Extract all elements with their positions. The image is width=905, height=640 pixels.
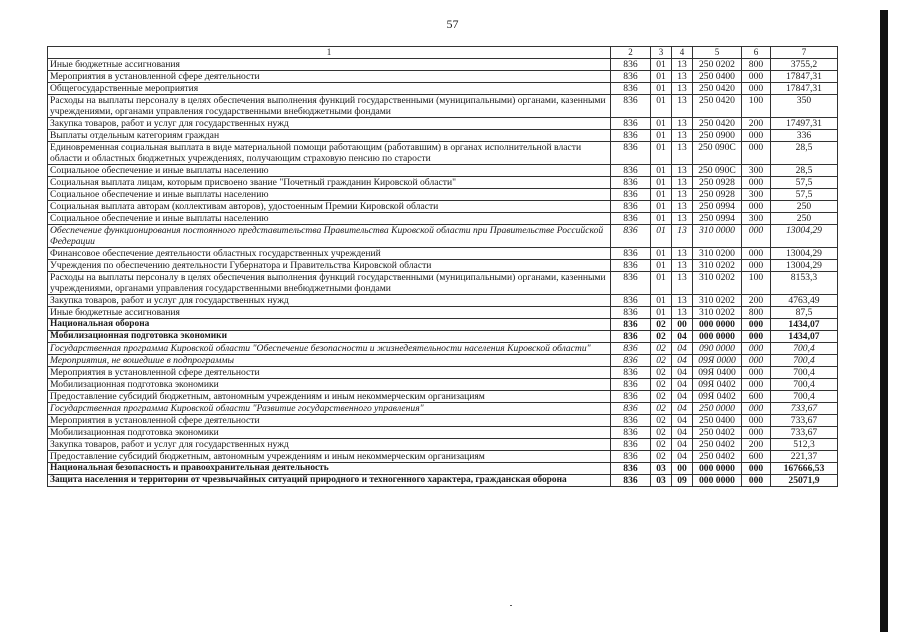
table-row [48,260,838,272]
subsection-code-cell: 13 [672,118,693,130]
subsection-code-cell: 04 [672,379,693,391]
section-code-cell: 01 [651,225,672,248]
section-code-cell: 01 [651,165,672,177]
row-name-cell: Государственная программа Кировской области "Обеспечение безопасности и жизнедеятельности населения Кировской области" [48,343,611,355]
amount-cell: 13004,29 [771,225,838,248]
section-code-cell: 01 [651,248,672,260]
amount-cell: 167666,53 [771,463,838,475]
row-name-cell: Расходы на выплаты персоналу в целях обеспечения выполнения функций государственными (муниципальными) органами, казенными учреждениями, органами управления государственными внебюджетными фондами [48,272,611,295]
admin-code-cell: 836 [611,475,651,487]
amount-cell: 17847,31 [771,71,838,83]
expense-type-cell: 300 [742,213,771,225]
admin-code-cell: 836 [611,142,651,165]
section-code-cell: 01 [651,59,672,71]
table-row [48,130,838,142]
row-name-cell: Мобилизационная подготовка экономики [48,331,611,343]
table-row [48,475,838,487]
admin-code-cell: 836 [611,355,651,367]
target-article-cell: 09Я 0000 [693,355,742,367]
target-article-cell: 250 0928 [693,177,742,189]
row-name-cell: Закупка товаров, работ и услуг для государственных нужд [48,439,611,451]
section-code-cell: 01 [651,307,672,319]
expense-type-cell: 000 [742,331,771,343]
budget-table [47,46,838,487]
expense-type-cell: 200 [742,118,771,130]
amount-cell: 250 [771,201,838,213]
expense-type-cell: 100 [742,272,771,295]
subsection-code-cell: 04 [672,355,693,367]
subsection-code-cell: 04 [672,439,693,451]
section-code-cell: 01 [651,189,672,201]
admin-code-cell: 836 [611,295,651,307]
row-name-cell: Иные бюджетные ассигнования [48,307,611,319]
target-article-cell: 000 0000 [693,319,742,331]
target-article-cell: 250 0402 [693,451,742,463]
table-row [48,379,838,391]
table-row [48,367,838,379]
row-name-cell: Закупка товаров, работ и услуг для государственных нужд [48,295,611,307]
target-article-cell: 250 0000 [693,403,742,415]
admin-code-cell: 836 [611,95,651,118]
subsection-code-cell: 09 [672,475,693,487]
amount-cell: 512,3 [771,439,838,451]
row-name-cell: Иные бюджетные ассигнования [48,59,611,71]
section-code-cell: 02 [651,355,672,367]
row-name-cell: Социальное обеспечение и иные выплаты населению [48,213,611,225]
subsection-code-cell: 13 [672,71,693,83]
table-row [48,319,838,331]
table-row [48,439,838,451]
section-code-cell: 01 [651,83,672,95]
admin-code-cell: 836 [611,59,651,71]
section-code-cell: 01 [651,118,672,130]
admin-code-cell: 836 [611,415,651,427]
admin-code-cell: 836 [611,451,651,463]
subsection-code-cell: 04 [672,427,693,439]
row-name-cell: Предоставление субсидий бюджетным, автономным учреждениям и иным некоммерческим организациям [48,391,611,403]
admin-code-cell: 836 [611,391,651,403]
amount-cell: 733,67 [771,415,838,427]
table-row [48,355,838,367]
table-row [48,272,838,295]
subsection-code-cell: 00 [672,463,693,475]
amount-cell: 700,4 [771,355,838,367]
section-code-cell: 02 [651,319,672,331]
section-code-cell: 02 [651,415,672,427]
amount-cell: 733,67 [771,403,838,415]
subsection-code-cell: 13 [672,260,693,272]
table-row [48,307,838,319]
subsection-code-cell: 13 [672,189,693,201]
section-code-cell: 01 [651,213,672,225]
table-row [48,463,838,475]
expense-type-cell: 000 [742,71,771,83]
row-name-cell: Мероприятия в установленной сфере деятельности [48,415,611,427]
admin-code-cell: 836 [611,331,651,343]
admin-code-cell: 836 [611,439,651,451]
row-name-cell: Национальная безопасность и правоохранительная деятельность [48,463,611,475]
section-code-cell: 02 [651,439,672,451]
row-name-cell: Государственная программа Кировской области "Развитие государственного управления" [48,403,611,415]
target-article-cell: 310 0202 [693,295,742,307]
expense-type-cell: 000 [742,248,771,260]
admin-code-cell: 836 [611,260,651,272]
table-row [48,451,838,463]
amount-cell: 700,4 [771,367,838,379]
admin-code-cell: 836 [611,213,651,225]
admin-code-cell: 836 [611,248,651,260]
header-row [48,47,838,59]
section-code-cell: 02 [651,403,672,415]
admin-code-cell: 836 [611,118,651,130]
target-article-cell: 310 0202 [693,260,742,272]
section-code-cell: 02 [651,379,672,391]
subsection-code-cell: 13 [672,213,693,225]
section-code-cell: 01 [651,95,672,118]
target-article-cell: 310 0200 [693,248,742,260]
target-article-cell: 250 0420 [693,95,742,118]
subsection-code-cell: 13 [672,307,693,319]
row-name-cell: Финансовое обеспечение деятельности областных государственных учреждений [48,248,611,260]
table-row [48,142,838,165]
expense-type-cell: 800 [742,59,771,71]
header-cell: 4 [672,47,693,59]
expense-type-cell: 000 [742,475,771,487]
amount-cell: 700,4 [771,379,838,391]
table-row [48,248,838,260]
scan-edge-bar [880,10,888,632]
subsection-code-cell: 04 [672,367,693,379]
target-article-cell: 09Я 0402 [693,391,742,403]
target-article-cell: 000 0000 [693,463,742,475]
amount-cell: 700,4 [771,391,838,403]
target-article-cell: 250 0400 [693,71,742,83]
section-code-cell: 03 [651,463,672,475]
target-article-cell: 250 0402 [693,439,742,451]
section-code-cell: 02 [651,427,672,439]
section-code-cell: 02 [651,331,672,343]
section-code-cell: 01 [651,201,672,213]
table-row [48,331,838,343]
target-article-cell: 310 0202 [693,307,742,319]
expense-type-cell: 000 [742,83,771,95]
table-row [48,189,838,201]
subsection-code-cell: 13 [672,130,693,142]
table-row [48,403,838,415]
amount-cell: 8153,3 [771,272,838,295]
row-name-cell: Обеспечение функционирования постоянного представительства Правительства Кировской области при Правительстве Российской Федерации [48,225,611,248]
target-article-cell: 000 0000 [693,475,742,487]
subsection-code-cell: 13 [672,225,693,248]
admin-code-cell: 836 [611,177,651,189]
row-name-cell: Социальная выплата авторам (коллективам авторов), удостоенным Премии Кировской области [48,201,611,213]
target-article-cell: 250 0420 [693,118,742,130]
admin-code-cell: 836 [611,367,651,379]
amount-cell: 28,5 [771,165,838,177]
expense-type-cell: 000 [742,427,771,439]
amount-cell: 700,4 [771,343,838,355]
amount-cell: 4763,49 [771,295,838,307]
subsection-code-cell: 13 [672,83,693,95]
subsection-code-cell: 13 [672,165,693,177]
target-article-cell: 250 0928 [693,189,742,201]
subsection-code-cell: 13 [672,248,693,260]
row-name-cell: Социальное обеспечение и иные выплаты населению [48,165,611,177]
amount-cell: 87,5 [771,307,838,319]
admin-code-cell: 836 [611,343,651,355]
target-article-cell: 250 0402 [693,427,742,439]
admin-code-cell: 836 [611,427,651,439]
expense-type-cell: 800 [742,307,771,319]
section-code-cell: 01 [651,177,672,189]
target-article-cell: 250 0994 [693,201,742,213]
subsection-code-cell: 13 [672,272,693,295]
scan-speck [510,605,512,606]
row-name-cell: Закупка товаров, работ и услуг для государственных нужд [48,118,611,130]
expense-type-cell: 000 [742,177,771,189]
subsection-code-cell: 04 [672,331,693,343]
target-article-cell: 250 0900 [693,130,742,142]
subsection-code-cell: 04 [672,403,693,415]
header-cell: 5 [693,47,742,59]
header-cell: 3 [651,47,672,59]
admin-code-cell: 836 [611,225,651,248]
row-name-cell: Расходы на выплаты персоналу в целях обеспечения выполнения функций государственными (муниципальными) органами, казенными учреждениями, органами управления государственными внебюджетными фондами [48,95,611,118]
row-name-cell: Общегосударственные мероприятия [48,83,611,95]
expense-type-cell: 000 [742,319,771,331]
row-name-cell: Социальная выплата лицам, которым присвоено звание "Почетный гражданин Кировской области" [48,177,611,189]
target-article-cell: 250 090С [693,142,742,165]
expense-type-cell: 600 [742,391,771,403]
expense-type-cell: 000 [742,403,771,415]
expense-type-cell: 000 [742,142,771,165]
section-code-cell: 01 [651,130,672,142]
target-article-cell: 09Я 0400 [693,367,742,379]
header-cell: 1 [48,47,611,59]
amount-cell: 57,5 [771,189,838,201]
expense-type-cell: 000 [742,343,771,355]
subsection-code-cell: 13 [672,201,693,213]
table-row [48,177,838,189]
target-article-cell: 310 0000 [693,225,742,248]
table-row [48,391,838,403]
target-article-cell: 250 0420 [693,83,742,95]
row-name-cell: Защита населения и территории от чрезвычайных ситуаций природного и техногенного характера, гражданская оборона [48,475,611,487]
section-code-cell: 01 [651,295,672,307]
section-code-cell: 01 [651,272,672,295]
target-article-cell: 250 0202 [693,59,742,71]
subsection-code-cell: 04 [672,451,693,463]
section-code-cell: 02 [651,391,672,403]
row-name-cell: Выплаты отдельным категориям граждан [48,130,611,142]
table-row [48,118,838,130]
table-row [48,427,838,439]
admin-code-cell: 836 [611,403,651,415]
expense-type-cell: 600 [742,451,771,463]
amount-cell: 250 [771,213,838,225]
expense-type-cell: 000 [742,379,771,391]
amount-cell: 733,67 [771,427,838,439]
header-cell: 6 [742,47,771,59]
subsection-code-cell: 13 [672,142,693,165]
table-row [48,83,838,95]
expense-type-cell: 000 [742,415,771,427]
target-article-cell: 090 0000 [693,343,742,355]
row-name-cell: Мероприятия в установленной сфере деятельности [48,71,611,83]
page-number: 57 [446,17,459,31]
header-cell: 7 [771,47,838,59]
amount-cell: 1434,07 [771,319,838,331]
table-row [48,201,838,213]
admin-code-cell: 836 [611,319,651,331]
subsection-code-cell: 00 [672,319,693,331]
subsection-code-cell: 13 [672,295,693,307]
amount-cell: 336 [771,130,838,142]
target-article-cell: 310 0202 [693,272,742,295]
section-code-cell: 02 [651,367,672,379]
amount-cell: 13004,29 [771,260,838,272]
target-article-cell: 250 0400 [693,415,742,427]
subsection-code-cell: 13 [672,95,693,118]
target-article-cell: 000 0000 [693,331,742,343]
row-name-cell: Единовременная социальная выплата в виде материальной помощи работающим (работавшим) в органах исполнительной власти области и областных бюджетных учреждениях, получающим страховую пенсию по старости [48,142,611,165]
amount-cell: 57,5 [771,177,838,189]
expense-type-cell: 100 [742,95,771,118]
section-code-cell: 01 [651,142,672,165]
amount-cell: 221,37 [771,451,838,463]
admin-code-cell: 836 [611,71,651,83]
target-article-cell: 250 0994 [693,213,742,225]
subsection-code-cell: 04 [672,391,693,403]
amount-cell: 13004,29 [771,248,838,260]
row-name-cell: Мероприятия в установленной сфере деятельности [48,367,611,379]
expense-type-cell: 000 [742,225,771,248]
admin-code-cell: 836 [611,379,651,391]
row-name-cell: Предоставление субсидий бюджетным, автономным учреждениям и иным некоммерческим организациям [48,451,611,463]
section-code-cell: 02 [651,451,672,463]
admin-code-cell: 836 [611,83,651,95]
admin-code-cell: 836 [611,130,651,142]
admin-code-cell: 836 [611,307,651,319]
amount-cell: 17847,31 [771,83,838,95]
expense-type-cell: 000 [742,260,771,272]
section-code-cell: 03 [651,475,672,487]
table-row [48,165,838,177]
table-row [48,213,838,225]
subsection-code-cell: 04 [672,343,693,355]
amount-cell: 3755,2 [771,59,838,71]
subsection-code-cell: 13 [672,59,693,71]
admin-code-cell: 836 [611,189,651,201]
expense-type-cell: 300 [742,189,771,201]
admin-code-cell: 836 [611,272,651,295]
row-name-cell: Мобилизационная подготовка экономики [48,379,611,391]
amount-cell: 17497,31 [771,118,838,130]
section-code-cell: 01 [651,71,672,83]
table-row [48,225,838,248]
expense-type-cell: 000 [742,367,771,379]
amount-cell: 1434,07 [771,331,838,343]
row-name-cell: Учреждения по обеспечению деятельности Губернатора и Правительства Кировской области [48,260,611,272]
subsection-code-cell: 13 [672,177,693,189]
amount-cell: 28,5 [771,142,838,165]
row-name-cell: Мобилизационная подготовка экономики [48,427,611,439]
section-code-cell: 02 [651,343,672,355]
expense-type-cell: 200 [742,295,771,307]
admin-code-cell: 836 [611,165,651,177]
amount-cell: 25071,9 [771,475,838,487]
subsection-code-cell: 04 [672,415,693,427]
table-row [48,59,838,71]
target-article-cell: 250 090С [693,165,742,177]
expense-type-cell: 000 [742,201,771,213]
table-row [48,95,838,118]
table-row [48,295,838,307]
row-name-cell: Национальная оборона [48,319,611,331]
expense-type-cell: 200 [742,439,771,451]
table-row [48,71,838,83]
expense-type-cell: 000 [742,130,771,142]
table-row [48,343,838,355]
header-cell: 2 [611,47,651,59]
target-article-cell: 09Я 0402 [693,379,742,391]
row-name-cell: Социальное обеспечение и иные выплаты населению [48,189,611,201]
expense-type-cell: 300 [742,165,771,177]
row-name-cell: Мероприятия, не вошедшие в подпрограммы [48,355,611,367]
expense-type-cell: 000 [742,463,771,475]
table-row [48,415,838,427]
admin-code-cell: 836 [611,463,651,475]
admin-code-cell: 836 [611,201,651,213]
expense-type-cell: 000 [742,355,771,367]
amount-cell: 350 [771,95,838,118]
section-code-cell: 01 [651,260,672,272]
